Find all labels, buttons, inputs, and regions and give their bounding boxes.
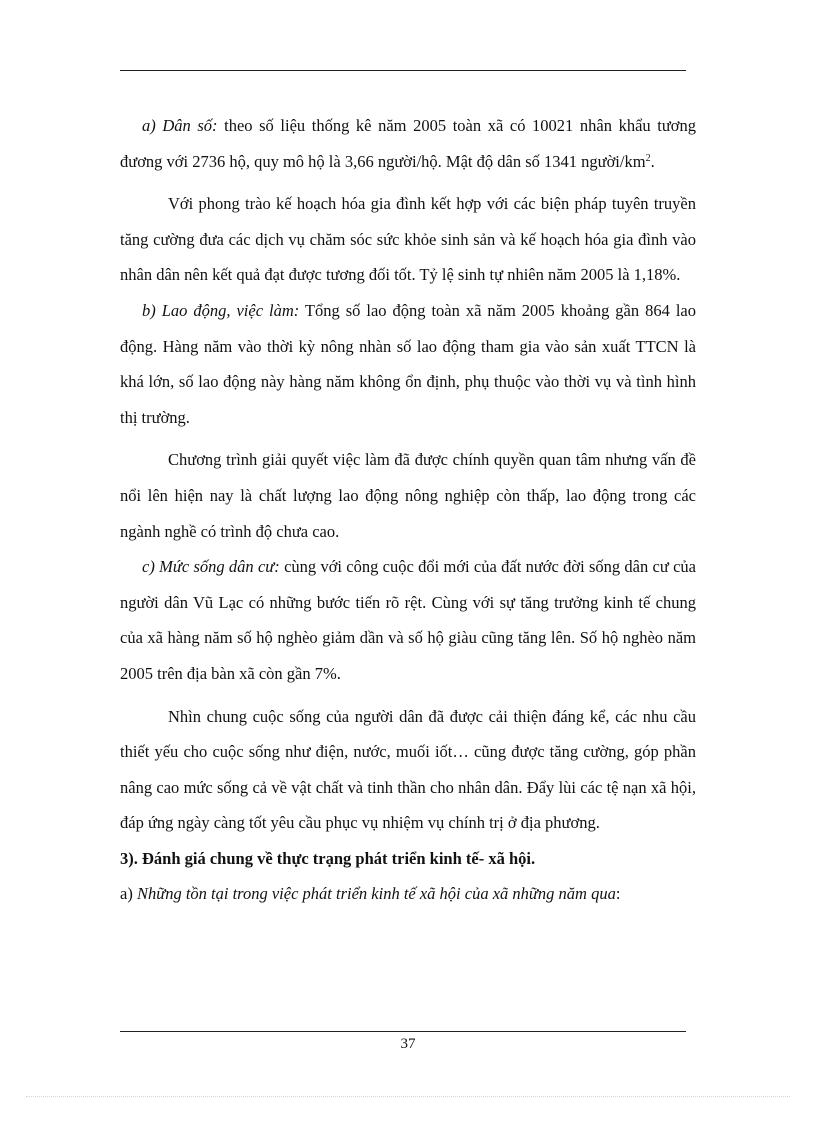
paragraph-labor	[120, 293, 696, 435]
paragraph-shortcomings	[120, 876, 696, 912]
section-heading: 3). Đánh giá chung về thực trạng phát triển kinh tế- xã hội.	[120, 848, 536, 868]
shortcomings-label: a)	[120, 884, 137, 904]
labor-label: b) Lao động, việc làm:	[142, 300, 300, 320]
paragraph-population	[120, 108, 696, 179]
labor-text: Tổng số lao động toàn xã năm 2005 khoảng gần 864 lao động. Hàng năm vào thời kỳ nông nhàn số lao động tham gia vào sản xuất TTCN là khá lớn, số lao động này hàng năm không ổn định, phụ thuộc vào thời vụ và tình hình thị trường.	[120, 300, 696, 427]
footer-rule	[120, 1031, 686, 1032]
page-number: 37	[400, 1036, 416, 1052]
population-end: .	[650, 151, 655, 171]
population-text: theo số liệu thống kê năm 2005 toàn xã có 10021 nhân khẩu tương đương với 2736 hộ, quy mô hộ là 3,66 người/hộ. Mật độ dân số 1341 người/km	[120, 116, 697, 171]
document-body	[120, 108, 696, 912]
paragraph-overview: Nhìn chung cuộc sống của người dân đã được cải thiện đáng kể, các nhu cầu thiết yếu cho cuộc sống như điện, nước, muối iốt… cũng được tăng cường, góp phần nâng cao mức sống cả về vật chất và tinh thần cho nhân dân. Đẩy lùi các tệ nạn xã hội, đáp ứng ngày càng tốt yêu cầu phục vụ nhiệm vụ chính trị ở địa phương.	[120, 706, 696, 833]
paragraph-employment-program: Chương trình giải quyết việc làm đã được chính quyền quan tâm nhưng vấn đề nổi lên hiện nay là chất lượng lao động nông nghiệp còn thấp, lao động trong các ngành nghề có trình độ chưa cao.	[120, 450, 696, 541]
living-standard-label: c) Mức sống dân cư:	[142, 557, 280, 577]
paragraph-living-standard	[120, 549, 696, 691]
header-rule	[120, 70, 686, 71]
page-bottom-divider	[26, 1096, 790, 1097]
superscript-2: 2	[645, 152, 651, 164]
population-label: a) Dân số:	[142, 116, 218, 135]
shortcomings-end: :	[615, 884, 621, 904]
living-standard-text: cùng với công cuộc đổi mới của đất nước đời sống dân cư của người dân Vũ Lạc có những bước tiến rõ rệt. Cùng với sự tăng trưởng kinh tế chung của xã hàng năm số hộ nghèo giảm dần và số hộ giàu cũng tăng lên. Số hộ nghèo năm 2005 trên địa bàn xã còn gần 7%.	[120, 557, 696, 683]
shortcomings-text: Những tồn tại trong việc phát triển kinh tế xã hội của xã những năm qua	[136, 884, 616, 904]
paragraph-family-planning: Với phong trào kế hoạch hóa gia đình kết hợp với các biện pháp tuyên truyền tăng cường đưa các dịch vụ chăm sóc sức khỏe sinh sản và kế hoạch hóa gia đình vào nhân dân nên kết quả đạt được tương đối tốt. Tỷ lệ sinh tự nhiên năm 2005 là 1,18%.	[120, 194, 696, 285]
